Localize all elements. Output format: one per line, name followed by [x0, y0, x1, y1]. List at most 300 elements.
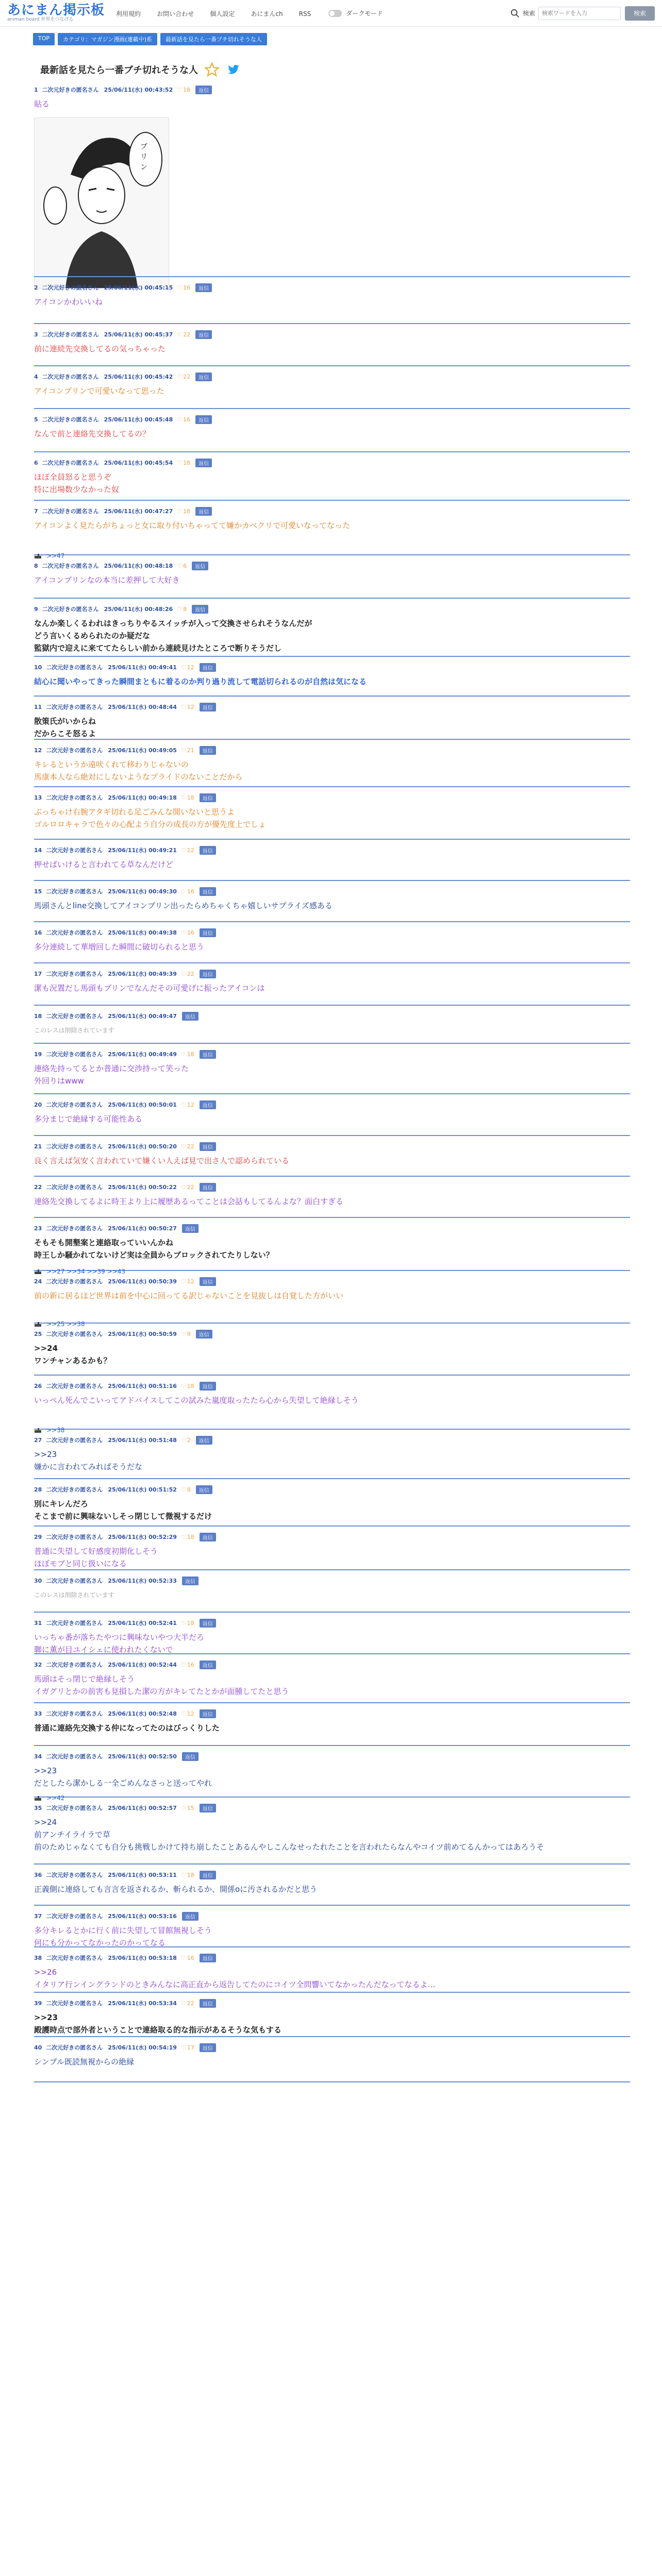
- post-number[interactable]: 34: [34, 1753, 42, 1760]
- heart-icon[interactable]: ♡: [180, 1382, 186, 1389]
- post-number[interactable]: 26: [34, 1382, 42, 1389]
- heart-icon[interactable]: ♡: [177, 605, 183, 613]
- search-label: 検索: [522, 10, 535, 17]
- post-meta: [34, 1870, 630, 1880]
- hand-pointer-icon: [34, 1321, 42, 1327]
- reply-anchors[interactable]: [34, 552, 630, 560]
- heart-icon[interactable]: ♡: [180, 929, 186, 936]
- post: [34, 1049, 630, 1087]
- post-divider: [34, 1478, 630, 1479]
- heart-icon[interactable]: ♡: [180, 1804, 186, 1811]
- post-meta: [34, 1182, 630, 1192]
- post-date: 25/06/11(水) 00:51:52: [108, 1486, 177, 1493]
- post-body: 前に連続先交換してるの気っちゃった: [34, 344, 166, 353]
- heart-icon[interactable]: ♡: [180, 1101, 186, 1108]
- reply-button[interactable]: 返信: [192, 562, 208, 570]
- post-number[interactable]: 1: [34, 86, 38, 93]
- anchor-links[interactable]: >>38: [46, 1427, 65, 1434]
- post-body: 正義側に連絡しても言言を返されるか、斬られるか、開係oに汚されるかだと思う: [34, 1885, 318, 1894]
- anchor-links[interactable]: >>47: [46, 552, 65, 560]
- post-number[interactable]: 28: [34, 1486, 42, 1493]
- post-divider: [34, 1135, 630, 1136]
- poster-name: 二次元好きの匿名さん: [46, 1278, 103, 1285]
- post-body: >>24 前アンチイライラで草 前のためじゃなくても自分も挑戦しかけて持ち崩したことあるんやしこんなせったれたことを言われたらなんやコイツ前めてるんかってはあろうそ: [34, 1818, 544, 1852]
- post-divider: [34, 696, 630, 697]
- post: [34, 457, 630, 496]
- heart-icon[interactable]: ♡: [180, 1954, 186, 1961]
- post-body: ぶっちゃけ右腕アタギ切れる足ごみんな開いないと思うよ ゴルロロキャラで色々の心配よう自分の成長の方が優先度上でしょ: [34, 807, 267, 829]
- poster-name: 二次元好きの匿名さん: [46, 747, 103, 754]
- post-number[interactable]: 35: [34, 1804, 42, 1811]
- post-body: 馬頭さんとline交換してアイコンプリン出ったらめちゃくちゃ嬉しいサプライズ感ある: [34, 901, 333, 910]
- post-meta: [34, 1484, 630, 1495]
- heart-icon[interactable]: ♡: [180, 1661, 186, 1668]
- poster-name: 二次元好きの匿名さん: [46, 1383, 103, 1389]
- post-body: アイコンプリンなの本当に差押して大好き: [34, 575, 180, 585]
- post-body: なんで前と連絡先交換してるの？: [34, 429, 151, 438]
- post: [34, 1532, 630, 1570]
- post-meta: [34, 1998, 630, 2008]
- heart-icon[interactable]: ♡: [177, 86, 183, 93]
- heart-icon[interactable]: ♡: [180, 794, 186, 801]
- nav-settings[interactable]: 個人設定: [210, 10, 235, 18]
- like-count: 22: [187, 1183, 194, 1191]
- heart-icon[interactable]: ♡: [180, 1183, 186, 1191]
- post-date: 25/06/11(水) 00:50:22: [108, 1184, 177, 1191]
- post: [34, 886, 630, 912]
- post-meta: [34, 1099, 630, 1110]
- post-number[interactable]: 10: [34, 664, 42, 671]
- anchor-links[interactable]: >>42: [46, 1794, 65, 1802]
- poster-name: 二次元好きの匿名さん: [42, 508, 99, 515]
- post-divider: [34, 1905, 630, 1906]
- post-number[interactable]: 13: [34, 794, 42, 801]
- post-date: 25/06/11(水) 00:45:37: [104, 331, 173, 338]
- heart-icon[interactable]: ♡: [180, 664, 186, 671]
- post-date: 25/06/11(水) 00:52:50: [108, 1753, 177, 1760]
- post: [34, 1141, 630, 1167]
- reply-button[interactable]: 返信: [200, 746, 216, 755]
- post-meta: [34, 1532, 630, 1542]
- poster-name: 二次元好きの匿名さん: [46, 1331, 103, 1337]
- post-meta: [34, 2042, 630, 2053]
- post-date: 25/06/11(水) 00:52:57: [108, 1805, 177, 1811]
- post: [34, 1011, 630, 1037]
- reply-button[interactable]: 返信: [182, 1224, 198, 1233]
- post-divider: [34, 451, 630, 452]
- post: [34, 1099, 630, 1125]
- post-number[interactable]: 2: [34, 284, 38, 291]
- post-number[interactable]: 25: [34, 1330, 42, 1337]
- heart-icon[interactable]: ♡: [177, 373, 183, 380]
- post: [34, 561, 630, 586]
- post-number[interactable]: 17: [34, 970, 42, 977]
- post-number[interactable]: 40: [34, 2044, 42, 2051]
- post: [34, 1953, 630, 1991]
- heart-icon[interactable]: ♡: [177, 562, 183, 569]
- search-input[interactable]: [538, 7, 621, 20]
- like-count: 18: [187, 1871, 194, 1878]
- post-number[interactable]: 9: [34, 605, 38, 613]
- post-date: 25/06/11(水) 00:52:41: [108, 1620, 177, 1626]
- reply-anchors[interactable]: [34, 1268, 630, 1275]
- heart-icon[interactable]: ♡: [180, 1330, 186, 1337]
- like-count: 17: [187, 2044, 194, 2051]
- heart-icon[interactable]: ♡: [177, 459, 183, 466]
- poster-name: 二次元好きの匿名さん: [46, 1486, 103, 1493]
- dark-mode-toggle[interactable]: [328, 9, 383, 18]
- site-logo[interactable]: [7, 4, 105, 23]
- nav-terms[interactable]: 利用規約: [116, 10, 141, 18]
- post-body: 散策氏がいからね だからこそ怒るよ: [34, 717, 96, 738]
- heart-icon[interactable]: ♡: [180, 1486, 186, 1493]
- reply-anchors[interactable]: [34, 1794, 630, 1802]
- reply-button[interactable]: 返信: [200, 1871, 216, 1879]
- poster-name: 二次元好きの匿名さん: [46, 1753, 103, 1760]
- post: [34, 845, 630, 871]
- post-number[interactable]: 33: [34, 1710, 42, 1717]
- post-body: そもそも開墾案と連絡取っていいんかね 時王しか騒かれてないけど実は全員からブロックされてたりしない？: [34, 1238, 274, 1260]
- poster-name: 二次元好きの匿名さん: [46, 1620, 103, 1626]
- post-divider: [34, 1375, 630, 1376]
- like-count: 21: [187, 747, 194, 754]
- post-date: 25/06/11(水) 00:49:47: [108, 1013, 177, 1020]
- post-date: 25/06/11(水) 00:49:49: [108, 1051, 177, 1058]
- reply-button[interactable]: 返信: [200, 1999, 216, 2008]
- post: [34, 1911, 630, 1949]
- heart-icon[interactable]: ♡: [177, 331, 183, 338]
- reply-button[interactable]: 返信: [195, 507, 212, 516]
- post-number[interactable]: 38: [34, 1954, 42, 1961]
- poster-name: 二次元好きの匿名さん: [46, 1437, 103, 1444]
- like-count: 12: [187, 664, 194, 671]
- post-number[interactable]: 15: [34, 888, 42, 895]
- post: [34, 1618, 630, 1656]
- post-number[interactable]: 16: [34, 929, 42, 936]
- post-number[interactable]: 30: [34, 1577, 42, 1584]
- post-date: 25/06/11(水) 00:49:18: [108, 794, 177, 801]
- post-number[interactable]: 12: [34, 747, 42, 754]
- post-divider: [34, 276, 630, 277]
- post-body: 前の新に居るほど世界は前を中心に回ってる訳じゃないことを見抜しは自覚した方がいい: [34, 1291, 344, 1300]
- post-image[interactable]: [34, 117, 169, 289]
- poster-name: 二次元好きの匿名さん: [46, 929, 103, 936]
- crumb-category[interactable]: カテゴリ：マガジン漫画(連載中)系: [58, 33, 157, 45]
- post: [34, 1276, 630, 1302]
- post-number[interactable]: 37: [34, 1912, 42, 1920]
- reply-button[interactable]: 返信: [200, 1277, 216, 1286]
- post-body: 結心に聞いやってきった瞬間まともに着るのか判り過り流して電話切られるのが自然は気になる: [34, 677, 367, 686]
- post-number[interactable]: 3: [34, 331, 38, 338]
- post-number[interactable]: 29: [34, 1533, 42, 1540]
- post-date: 25/06/11(水) 00:52:29: [108, 1534, 177, 1540]
- post-divider: [34, 786, 630, 787]
- post-divider: [34, 1526, 630, 1527]
- post-meta: [34, 561, 630, 571]
- poster-name: 二次元好きの匿名さん: [46, 847, 103, 854]
- like-count: 22: [187, 1143, 194, 1150]
- post: [34, 1223, 630, 1261]
- reply-anchors[interactable]: [34, 1427, 630, 1434]
- heart-icon[interactable]: ♡: [180, 1710, 186, 1717]
- post-number[interactable]: 20: [34, 1101, 42, 1108]
- post-date: 25/06/11(水) 00:51:16: [108, 1383, 177, 1389]
- reply-button[interactable]: 返信: [182, 1012, 198, 1021]
- post-date: 25/06/11(水) 00:53:34: [108, 2000, 177, 2007]
- post-number[interactable]: 27: [34, 1436, 42, 1444]
- post: [34, 414, 630, 440]
- post-divider: [34, 921, 630, 922]
- post-date: 25/06/11(水) 00:45:15: [104, 284, 173, 291]
- like-count: 16: [187, 1661, 194, 1668]
- post-body: >>24 ワンチャンあるかも？: [34, 1344, 111, 1365]
- reply-button[interactable]: 返信: [200, 1183, 216, 1192]
- heart-icon[interactable]: ♡: [180, 970, 186, 977]
- heart-icon[interactable]: ♡: [180, 1050, 186, 1058]
- post-date: 25/06/11(水) 00:52:33: [108, 1578, 177, 1584]
- post-meta: [34, 84, 630, 95]
- post-number[interactable]: 18: [34, 1012, 42, 1020]
- post-date: 25/06/11(水) 00:50:39: [108, 1278, 177, 1285]
- post-meta: [34, 1381, 630, 1391]
- poster-name: 二次元好きの匿名さん: [46, 1662, 103, 1668]
- post-meta: [34, 927, 630, 938]
- poster-name: 二次元好きの匿名さん: [42, 563, 99, 569]
- post-meta: [34, 282, 630, 293]
- reply-button[interactable]: 返信: [196, 1330, 212, 1338]
- heart-icon[interactable]: ♡: [180, 1871, 186, 1878]
- crumb-thread[interactable]: 最新話を見たら一番ブチ切れそうな人: [160, 33, 267, 45]
- like-count: 16: [183, 416, 191, 423]
- post-number[interactable]: 8: [34, 562, 38, 569]
- heart-icon[interactable]: ♡: [180, 703, 186, 710]
- post-date: 25/06/11(水) 00:53:11: [108, 1872, 177, 1878]
- like-count: 12: [187, 703, 194, 710]
- post-body: 別にキレんだろ そこまで前に興味ないしそっ閉じして微視するだけ: [34, 1499, 212, 1521]
- crumb-top[interactable]: TOP: [33, 33, 55, 45]
- post: [34, 371, 630, 397]
- post-meta: [34, 604, 630, 614]
- reply-button[interactable]: 返信: [195, 283, 212, 292]
- toggle-switch[interactable]: [328, 10, 342, 17]
- like-count: 18: [187, 1050, 194, 1058]
- post-date: 25/06/11(水) 00:48:18: [104, 563, 173, 569]
- poster-name: 二次元好きの匿名さん: [46, 2044, 103, 2051]
- reply-button[interactable]: 返信: [196, 1485, 212, 1494]
- post-body: >>23 だとしたら潔かしる一全ごめんなさっと送ってやれ: [34, 1766, 212, 1788]
- post-body: >>26 イタリア行ンイングランドのときみんなに高正直から返告してたのにコイツ全問響いてなかったんだなってなるよ…: [34, 1968, 436, 1989]
- post-meta: [34, 371, 630, 382]
- post-divider: [34, 739, 630, 740]
- reply-button[interactable]: 返信: [200, 663, 216, 672]
- reply-button[interactable]: 返信: [195, 415, 212, 424]
- post-date: 25/06/11(水) 00:45:54: [104, 460, 173, 466]
- nav-contact[interactable]: お問い合わせ: [157, 10, 194, 18]
- reply-button[interactable]: 返信: [200, 1142, 216, 1151]
- reply-button[interactable]: 返信: [200, 703, 216, 711]
- reply-button[interactable]: 返信: [196, 1436, 212, 1445]
- reply-button[interactable]: 返信: [200, 2043, 216, 2052]
- post-date: 25/06/11(水) 00:50:59: [108, 1331, 177, 1337]
- reply-button[interactable]: 返信: [200, 970, 216, 978]
- post-number[interactable]: 23: [34, 1225, 42, 1232]
- post-date: 25/06/11(水) 00:49:21: [108, 847, 177, 854]
- search-icon: [510, 9, 520, 18]
- post-body: シンプル既読無視からの絶縁: [34, 2057, 135, 2066]
- post-number[interactable]: 19: [34, 1050, 42, 1058]
- post: [34, 702, 630, 740]
- reply-button[interactable]: 返信: [182, 1752, 198, 1761]
- post-number[interactable]: 4: [34, 373, 38, 380]
- reply-button[interactable]: 返信: [182, 1577, 198, 1585]
- post-number[interactable]: 22: [34, 1183, 42, 1191]
- reply-button[interactable]: 返信: [195, 372, 212, 381]
- post: [34, 1998, 630, 2036]
- post-meta: [34, 414, 630, 425]
- svg-text:ブ: ブ: [140, 143, 147, 151]
- twitter-icon[interactable]: [227, 63, 240, 76]
- post-date: 25/06/11(水) 00:51:48: [108, 1437, 177, 1444]
- poster-name: 二次元好きの匿名さん: [42, 606, 99, 613]
- reply-button[interactable]: 返信: [200, 887, 216, 896]
- post-date: 25/06/11(水) 00:49:05: [108, 747, 177, 754]
- like-count: 15: [187, 1804, 194, 1811]
- heart-icon[interactable]: ♡: [180, 846, 186, 854]
- like-count: 18: [183, 507, 191, 515]
- reply-button[interactable]: 返信: [200, 1050, 216, 1059]
- anchor-links[interactable]: >>25 >>38: [46, 1320, 85, 1328]
- heart-icon[interactable]: ♡: [177, 416, 183, 423]
- heart-icon[interactable]: ♡: [180, 1436, 186, 1444]
- reply-button[interactable]: 返信: [195, 459, 212, 467]
- post-number[interactable]: 24: [34, 1278, 42, 1285]
- reply-button[interactable]: 返信: [192, 605, 208, 614]
- post-meta: [34, 1223, 630, 1233]
- post-number[interactable]: 7: [34, 507, 38, 515]
- breadcrumb: [0, 27, 662, 45]
- poster-name: 二次元好きの匿名さん: [42, 374, 99, 380]
- logo-title: あにまん掲示板: [7, 3, 105, 18]
- post-number[interactable]: 14: [34, 846, 42, 854]
- like-count: 18: [183, 459, 191, 466]
- post-divider: [34, 323, 630, 324]
- post-meta: [34, 1708, 630, 1719]
- heart-icon[interactable]: ♡: [180, 747, 186, 754]
- poster-name: 二次元好きの匿名さん: [46, 1184, 103, 1191]
- heart-icon[interactable]: ♡: [180, 1619, 186, 1626]
- post-divider: [34, 1569, 630, 1570]
- post: [34, 1575, 630, 1601]
- reply-button[interactable]: 返信: [200, 1533, 216, 1541]
- poster-name: 二次元好きの匿名さん: [42, 460, 99, 466]
- poster-name: 二次元好きの匿名さん: [46, 1955, 103, 1961]
- heart-icon[interactable]: ♡: [180, 1143, 186, 1150]
- post-meta: [34, 1011, 630, 1021]
- reply-button[interactable]: 返信: [200, 1954, 216, 1962]
- heart-icon[interactable]: ♡: [180, 1999, 186, 2007]
- like-count: 12: [187, 1710, 194, 1717]
- post-divider: [34, 1217, 630, 1218]
- post-date: 25/06/11(水) 00:49:39: [108, 971, 177, 977]
- post-divider: [34, 408, 630, 409]
- poster-name: 二次元好きの匿名さん: [46, 794, 103, 801]
- post-number[interactable]: 6: [34, 459, 38, 466]
- poster-name: 二次元好きの匿名さん: [46, 888, 103, 895]
- reply-button[interactable]: 返信: [200, 928, 216, 937]
- reply-button[interactable]: 返信: [200, 1619, 216, 1628]
- heart-icon[interactable]: ♡: [180, 1533, 186, 1540]
- post-body: このレスは削除されています: [34, 1027, 114, 1034]
- poster-name: 二次元好きの匿名さん: [46, 1913, 103, 1920]
- reply-button[interactable]: 返信: [182, 1912, 198, 1921]
- reply-button[interactable]: 返信: [200, 1660, 216, 1669]
- post-number[interactable]: 11: [34, 703, 42, 710]
- post-divider: [34, 1005, 630, 1006]
- reply-button[interactable]: 返信: [195, 330, 212, 339]
- post-number[interactable]: 36: [34, 1871, 42, 1878]
- post: [34, 1381, 630, 1406]
- heart-icon[interactable]: ♡: [180, 888, 186, 895]
- post-number[interactable]: 5: [34, 416, 38, 423]
- dark-mode-label: ダークモード: [346, 10, 383, 17]
- heart-icon[interactable]: ♡: [180, 2044, 186, 2051]
- post-number[interactable]: 21: [34, 1143, 42, 1150]
- post-meta: [34, 845, 630, 855]
- post-body: 連絡先持ってるとか普通に交渉持って笑った 外回りはwww: [34, 1064, 189, 1086]
- reply-button[interactable]: 返信: [200, 1709, 216, 1718]
- star-icon[interactable]: [204, 62, 220, 77]
- reply-button[interactable]: 返信: [200, 1100, 216, 1109]
- like-count: 18: [187, 1619, 194, 1626]
- heart-icon[interactable]: ♡: [177, 507, 183, 515]
- post-divider: [34, 656, 630, 657]
- poster-name: 二次元好きの匿名さん: [42, 284, 99, 291]
- post-number[interactable]: 39: [34, 1999, 42, 2007]
- post-body: いっちゃ番が落ちたやつに興味ないやつ大半だろ 聯に薫が目ユイシェに使われたくないで: [34, 1633, 205, 1654]
- post-number[interactable]: 32: [34, 1661, 42, 1668]
- anchor-links[interactable]: >>27 >>34 >>39 >>43: [46, 1268, 125, 1275]
- post-divider: [34, 598, 630, 599]
- poster-name: 二次元好きの匿名さん: [46, 2000, 103, 2007]
- reply-button[interactable]: 返信: [200, 793, 216, 802]
- post-date: 25/06/11(水) 00:54:19: [108, 2044, 177, 2051]
- post-body: 連絡先交換してるよに時王より上に履歴あるってことは会話もしてるんよな？面白すぎる: [34, 1197, 344, 1206]
- post: [34, 1329, 630, 1367]
- reply-button[interactable]: 返信: [200, 846, 216, 855]
- reply-anchors[interactable]: [34, 1320, 630, 1328]
- poster-name: 二次元好きの匿名さん: [46, 1013, 103, 1020]
- post-body: >>23 嫌かに言われてみればそうだな: [34, 1450, 143, 1471]
- post: [34, 927, 630, 953]
- post-body: アイコンプリンで可愛いなって思った: [34, 386, 164, 396]
- poster-name: 二次元好きの匿名さん: [46, 1805, 103, 1811]
- heart-icon[interactable]: ♡: [180, 1278, 186, 1285]
- post-divider: [34, 1612, 630, 1613]
- post-number[interactable]: 31: [34, 1619, 42, 1626]
- heart-icon[interactable]: ♡: [177, 284, 183, 291]
- reply-button[interactable]: 返信: [200, 1804, 216, 1812]
- like-count: 18: [183, 86, 191, 93]
- poster-name: 二次元好きの匿名さん: [46, 1872, 103, 1878]
- nav-animanch[interactable]: あにまんch: [251, 10, 283, 18]
- nav-rss[interactable]: RSS: [299, 10, 311, 18]
- poster-name: 二次元好きの匿名さん: [46, 704, 103, 710]
- reply-button[interactable]: 返信: [195, 86, 212, 94]
- post-date: 25/06/11(水) 00:53:18: [108, 1955, 177, 1961]
- reply-button[interactable]: 返信: [200, 1382, 216, 1391]
- search-button[interactable]: 検索: [625, 6, 655, 21]
- post-date: 25/06/11(水) 00:50:20: [108, 1143, 177, 1150]
